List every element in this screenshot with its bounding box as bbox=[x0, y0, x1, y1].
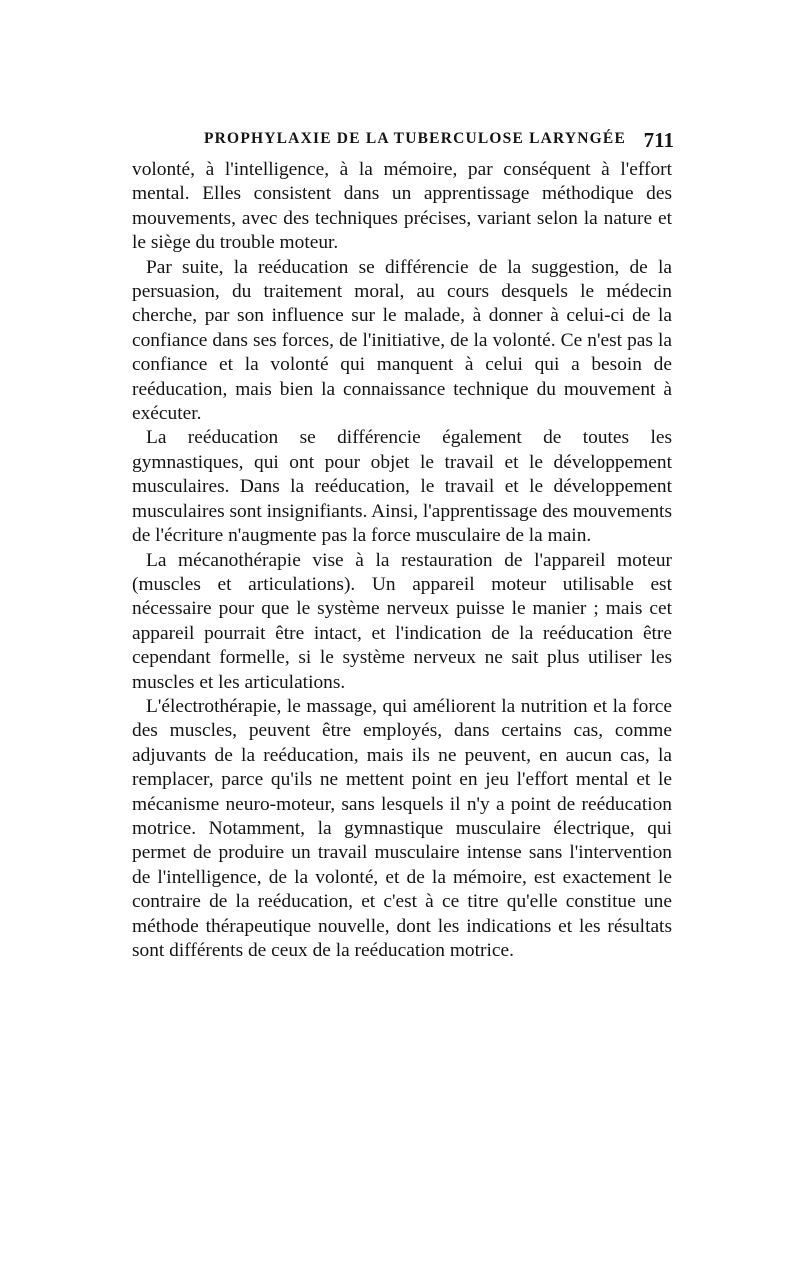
running-title: PROPHYLAXIE DE LA TUBERCULOSE LARYNGÉE bbox=[204, 130, 627, 147]
book-page bbox=[132, 118, 672, 963]
paragraph: La mécanothérapie vise à la restauration de l'appareil moteur (muscles et articulations). Un appareil moteur utilisable est nécessaire pour que le système nerveux puisse le manier ; mais cet appareil pourrait être intact, et l'indication de la reéducation être cependant formelle, si le système nerveux ne sait plus utiliser les muscles et les articulations. bbox=[132, 549, 672, 693]
paragraph: Par suite, la reéducation se différencie de la suggestion, de la persuasion, du traitement moral, au cours desquels le médecin cherche, par son influence sur le malade, à donner à celui-ci de la confiance dans ses forces, de l'initiative, de la volonté. Ce n'est pas la confiance et la volonté qui manquent à celui qui a besoin de reéducation, mais bien la connaissance technique du mouvement à exécuter. bbox=[132, 256, 672, 425]
paragraph: La reéducation se différencie également de toutes les gymnastiques, qui ont pour objet le travail et le développement musculaires. Dans la reéducation, le travail et le développement musculaires sont insignifiants. Ainsi, l'apprentissage des mouvements de l'écriture n'augmente pas la force musculaire de la main. bbox=[132, 427, 672, 547]
running-head bbox=[132, 118, 672, 158]
paragraph-continuation: volonté, à l'intelligence, à la mémoire, par conséquent à l'effort mental. Elles consistent dans un apprentissage méthodique des mouvements, avec des techniques précises, variant selon la nature et le siège du trouble moteur. bbox=[132, 159, 672, 254]
paragraph: L'électrothérapie, le massage, qui améliorent la nutrition et la force des muscles, peuvent être employés, dans certains cas, comme adjuvants de la reéducation, mais ils ne peuvent, en aucun cas, la remplacer, parce qu'ils ne mettent point en jeu l'effort mental et le mécanisme neuro-moteur, sans lesquels il n'y a point de reéducation motrice. Notamment, la gymnastique musculaire électrique, qui permet de produire un travail musculaire intense sans l'intervention de l'intelligence, de la volonté, et de la mémoire, est exactement le contraire de la reéducation, et c'est à ce titre qu'elle constitue une méthode thérapeutique nouvelle, dont les indications et les résultats sont différents de ceux de la reéducation motrice. bbox=[132, 695, 672, 961]
body-text bbox=[132, 158, 672, 963]
page-number: 711 bbox=[643, 128, 674, 152]
